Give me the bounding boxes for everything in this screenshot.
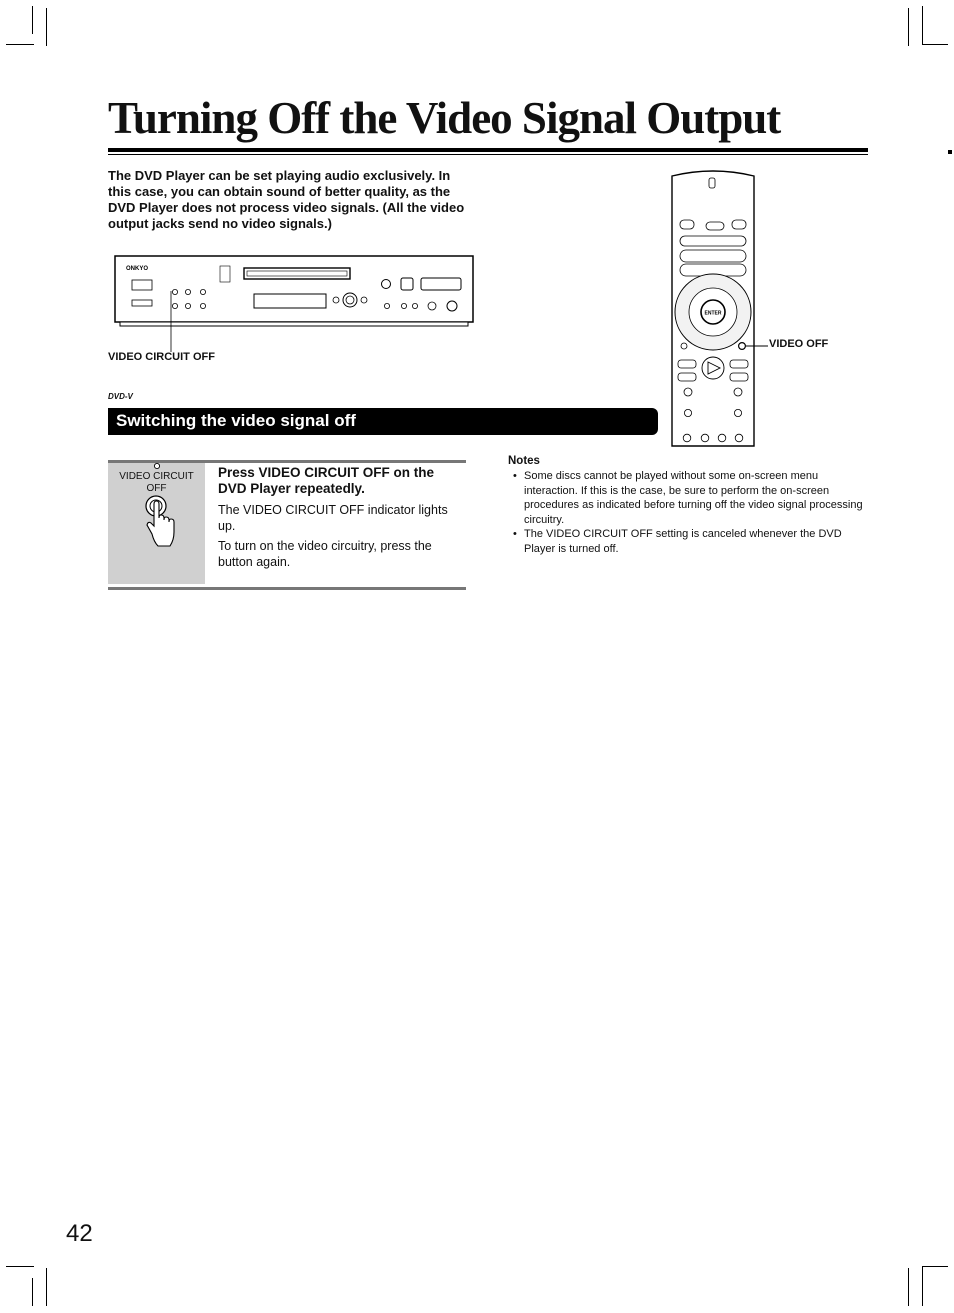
crop-mark: [922, 1266, 923, 1306]
registration-mark: [948, 150, 952, 154]
step-icon-label: VIDEO CIRCUIT OFF: [119, 471, 194, 494]
section-title: Switching the video signal off: [116, 411, 356, 430]
dvd-player-illustration: [114, 254, 476, 354]
crop-mark: [6, 1266, 34, 1267]
step-instruction-heading: Press VIDEO CIRCUIT OFF on the DVD Player repeatedly.: [218, 465, 435, 496]
note-item: • Some discs cannot be played without some on-screen menu interaction. If this is the case, be sure to perform the on-screen procedures as indicated before turning off the video signal processing circuitry.: [508, 469, 870, 527]
step-toggle-text: To turn on the video circuitry, press the button again.: [218, 539, 432, 569]
crop-mark: [32, 1278, 33, 1306]
title-rule: [108, 148, 868, 152]
crop-mark: [908, 8, 909, 46]
dvd-video-badge: DVD-V: [108, 392, 133, 401]
indicator-led-icon: [153, 462, 161, 470]
remote-control-illustration: [658, 170, 768, 448]
crop-mark: [32, 6, 33, 34]
step-result-text: The VIDEO CIRCUIT OFF indicator lights up.: [218, 503, 448, 533]
player-callout-label: VIDEO CIRCUIT OFF: [108, 351, 215, 363]
page-title: Turning Off the Video Signal Output: [108, 93, 781, 143]
notes-title: Notes: [508, 455, 540, 467]
finger-press-button-icon: [140, 492, 180, 556]
crop-mark: [922, 44, 948, 45]
page-number: 42: [66, 1220, 93, 1247]
player-brand: ONKYO: [126, 266, 149, 272]
intro-paragraph: The DVD Player can be set playing audio exclusively. In this case, you can obtain sound of better quality, as the DVD Player does not process video signals. (All the video output jacks send no video signals.): [108, 168, 465, 231]
crop-mark: [6, 44, 34, 45]
crop-mark: [922, 1266, 948, 1267]
remote-callout-label: VIDEO OFF: [769, 338, 829, 350]
notes-list: [508, 469, 870, 556]
crop-mark: [46, 1268, 47, 1306]
crop-mark: [922, 6, 923, 44]
remote-enter-label: ENTER: [704, 310, 722, 317]
crop-mark: [46, 8, 47, 46]
crop-mark: [908, 1268, 909, 1306]
note-item: • The VIDEO CIRCUIT OFF setting is canceled whenever the DVD Player is turned off.: [508, 527, 870, 556]
title-rule-thin: [108, 154, 868, 155]
